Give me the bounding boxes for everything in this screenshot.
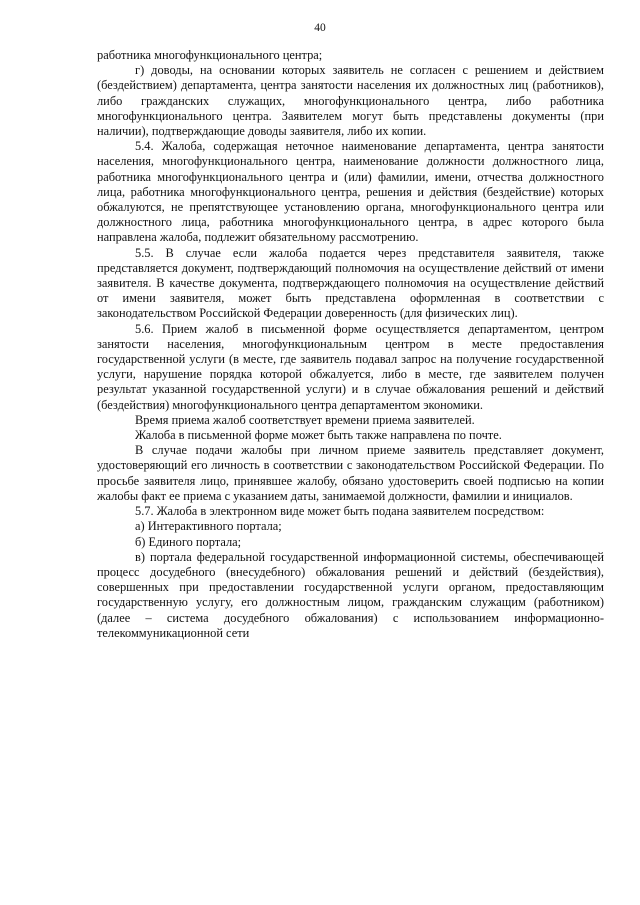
paragraph: Время приема жалоб соответствует времени приема заявителей. (135, 412, 475, 427)
paragraph: г) доводы, на основании которых заявитель не согласен с решением и действием (бездействием) департамента, центра занятости населения их должностных лиц (работников), либо гражданских служащих, многофункционального центра, либо работника многофункционального центра. Заявителем могут быть представлены документы (при наличии), подтверждающие доводы заявителя, либо их копии. (97, 63, 604, 139)
paragraph: работника многофункционального центра; (97, 48, 323, 62)
paragraph: 5.6. Прием жалоб в письменной форме осуществляется департаментом, центром занятости населения, многофункциональным центром в месте предоставления государственной услуги (в месте, где заявитель подавал запрос на получение государственной услуги, нарушение порядка которой обжалуется, либо в месте, где заявителем получен результат указанной государственной услуги) и в случае обжалования решений и действий (бездействия) многофункционального центра департаментом экономики. (97, 321, 604, 412)
list-item: в) портала федеральной государственной информационной системы, обеспечивающей процесс досудебного (внесудебного) обжалования решений и действий (бездействия), совершенных при предоставлении государственной услуги органом, предоставляющим государственную услугу, его должностным лицом, гражданским служащим (работником) (далее – система досудебного обжалования) с использованием информационно-телекоммуникационной сети (97, 549, 604, 640)
paragraph: Жалоба в письменной форме может быть также направлена по почте. (135, 428, 502, 443)
document-body (97, 48, 604, 641)
paragraph: 5.4. Жалоба, содержащая неточное наименование департамента, центра занятости населения, многофункционального центра, наименование должности должностного лица, работника многофункционального центра и (или) фамилии, имени, отчества должностного лица, работника многофункционального центра, решения и действия (бездействие) которых обжалуются, не препятствующее установлению органа, многофункционального центра или должностного лица, работника многофункционального центра, в адрес которого была направлена жалоба, подлежит обязательному рассмотрению. (97, 139, 604, 245)
list-item: а) Интерактивного портала; (135, 519, 282, 534)
page-number: 40 (314, 22, 326, 34)
paragraph: 5.7. Жалоба в электронном виде может быть подана заявителем посредством: (135, 504, 545, 519)
list-item: б) Единого портала; (135, 534, 242, 549)
paragraph: 5.5. В случае если жалоба подается через представителя заявителя, также представляется документ, подтверждающий полномочия на осуществление действий от имени заявителя. В качестве документа, подтверждающего полномочия на осуществление действий от имени заявителя, может быть представлена оформленная в соответствии с законодательством Российской Федерации доверенность (для физических лиц). (97, 245, 604, 321)
paragraph: В случае подачи жалобы при личном приеме заявитель представляет документ, удостоверяющий его личность в соответствии с законодательством Российской Федерации. По просьбе заявителя лицо, принявшее жалобу, обязано удостоверить своей подписью на копии жалобы факт ее приема с указанием даты, занимаемой должности, фамилии и инициалов. (97, 443, 604, 503)
